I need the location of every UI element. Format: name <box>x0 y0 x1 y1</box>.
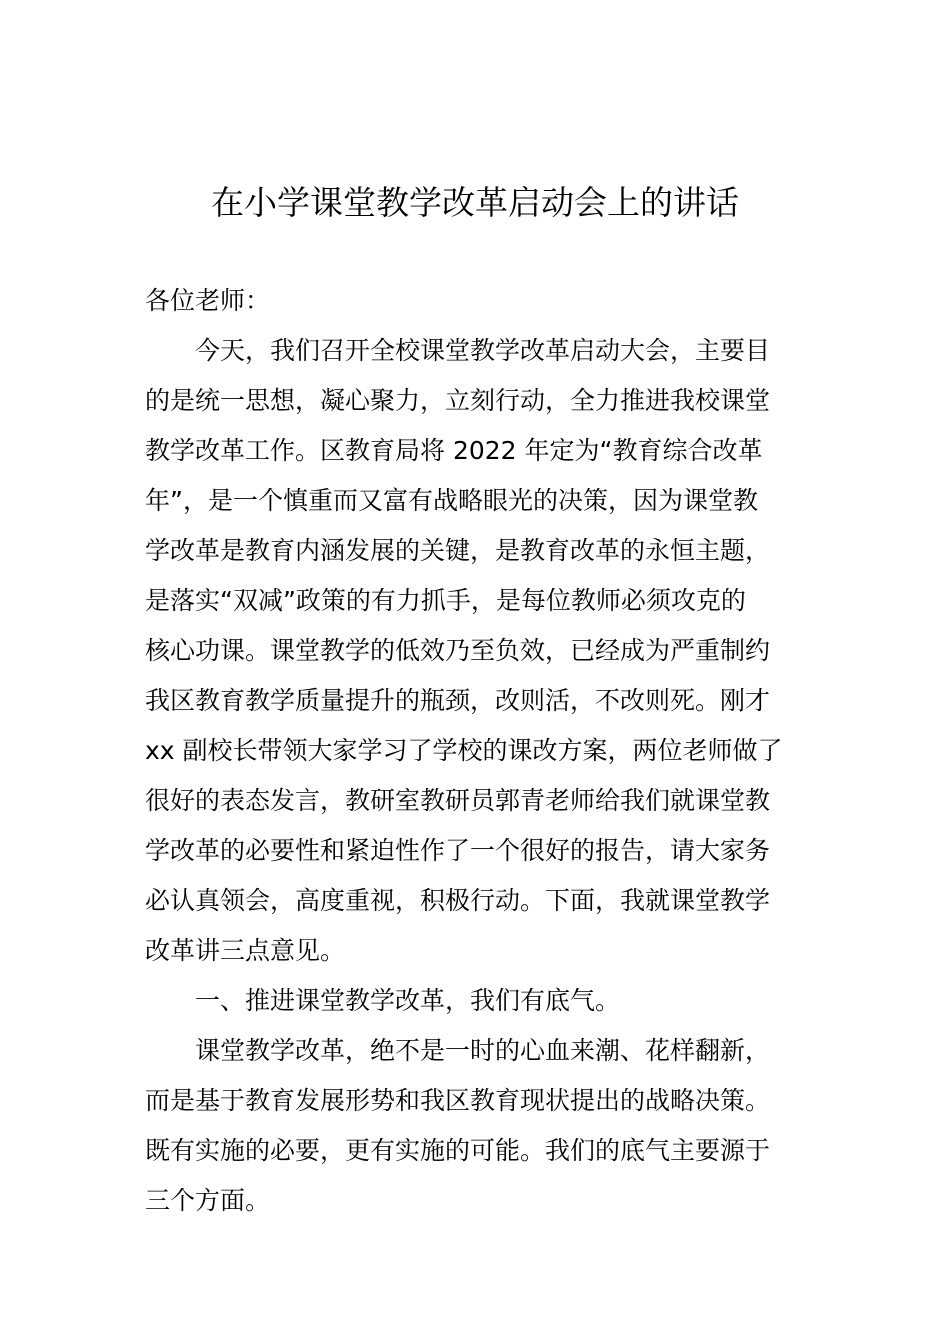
paragraph-line: 学改革的必要性和紧迫性作了一个很好的报告，请大家务 <box>145 836 771 865</box>
paragraph-line: 而是基于教育发展形势和我区教育现状提出的战略决策。 <box>145 1086 771 1115</box>
paragraph-line: 是落实“双减”政策的有力抓手，是每位教师必须攻克的 <box>145 586 746 615</box>
salutation: 各位老师： <box>145 286 271 315</box>
section-heading: 一、推进课堂教学改革，我们有底气。 <box>195 986 621 1015</box>
paragraph-line: 改革讲三点意见。 <box>145 936 346 965</box>
paragraph-line: 核心功课。课堂教学的低效乃至负效，已经成为严重制约 <box>145 636 771 665</box>
paragraph-line: 今天，我们召开全校课堂教学改革启动大会，主要目 <box>195 336 771 365</box>
paragraph-line: 必认真领会，高度重视，积极行动。下面，我就课堂教学 <box>145 886 771 915</box>
document-body <box>145 276 810 1226</box>
document-title: 在小学课堂教学改革启动会上的讲话 <box>211 183 739 222</box>
paragraph-line: 的是统一思想，凝心聚力，立刻行动，全力推进我校课堂 <box>145 386 771 415</box>
paragraph-line: 我区教育教学质量提升的瓶颈，改则活，不改则死。刚才 <box>145 686 771 715</box>
paragraph-line: 三个方面。 <box>145 1186 271 1215</box>
paragraph-line: 年”，是一个慎重而又富有战略眼光的决策，因为课堂教 <box>145 486 758 515</box>
paragraph-line: 课堂教学改革，绝不是一时的心血来潮、花样翻新， <box>195 1036 771 1065</box>
paragraph-line: 既有实施的必要，更有实施的可能。我们的底气主要源于 <box>145 1136 771 1165</box>
paragraph-line: 学改革是教育内涵发展的关键，是教育改革的永恒主题， <box>145 536 771 565</box>
paragraph-line: xx 副校长带领大家学习了学校的课改方案，两位老师做了 <box>145 736 783 765</box>
paragraph-line: 教学改革工作。区教育局将 2022 年定为“教育综合改革 <box>145 436 763 465</box>
paragraph-line: 很好的表态发言，教研室教研员郭青老师给我们就课堂教 <box>145 786 771 815</box>
